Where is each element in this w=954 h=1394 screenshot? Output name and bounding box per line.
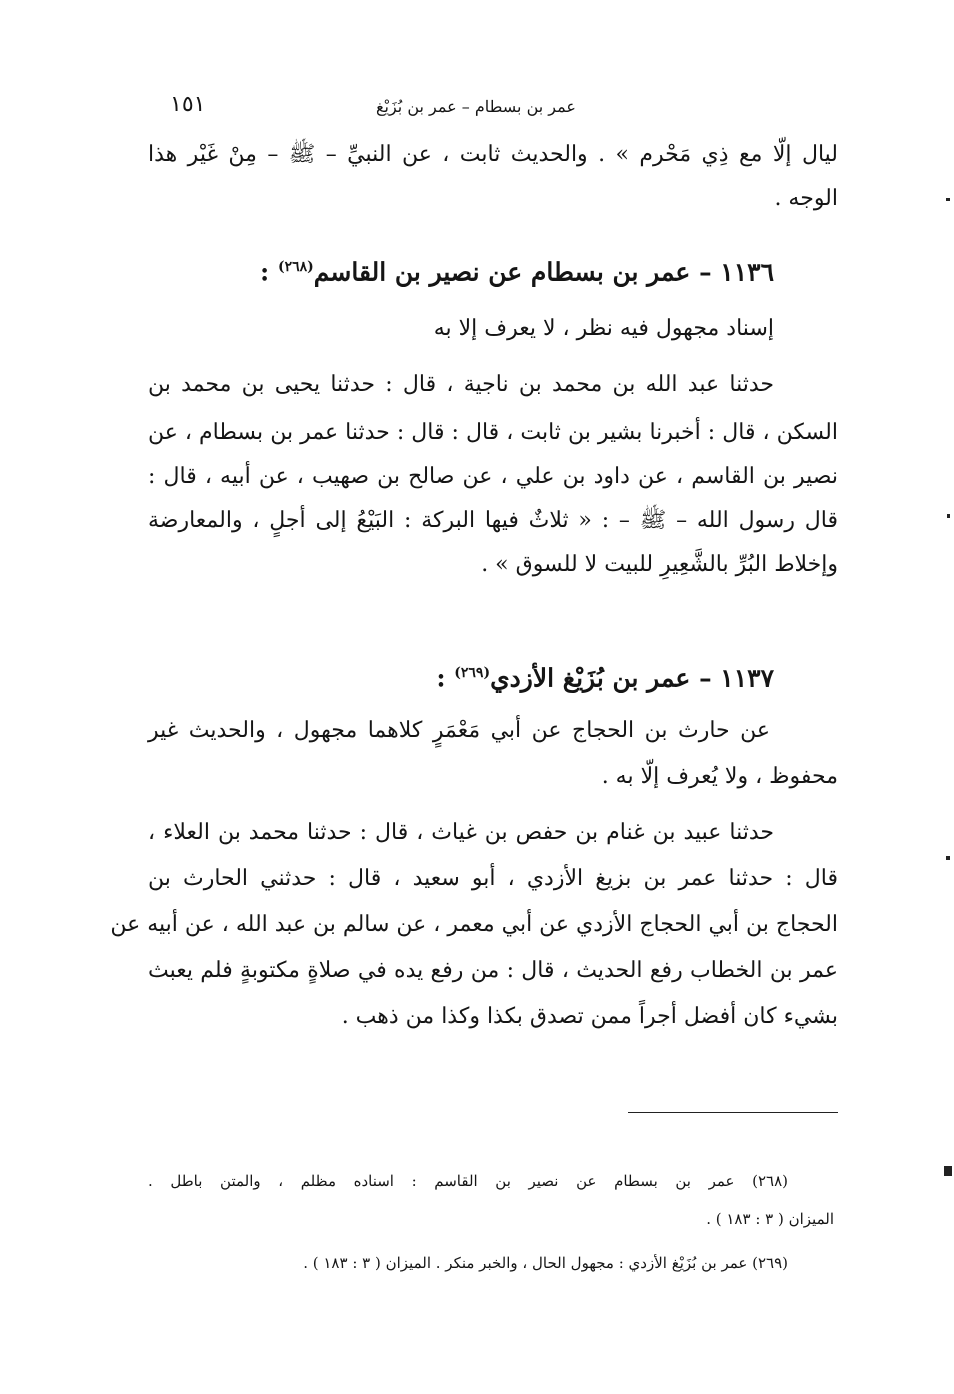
entry-1137-footnote-ref: (٢٦٩) <box>454 665 491 681</box>
entry-1136-heading <box>260 250 774 289</box>
entry-1137-hadith-line-4: عمر بن الخطاب رفع الحديث ، قال : من رفع يده في صلاةٍ مكتوبةٍ فلم يعبث <box>148 958 838 983</box>
entry-1137-remark-line-1: عن حارث بن الحجاج عن أبي مَعْمَرٍ كلاهما مجهول ، والحديث غير <box>148 718 770 743</box>
footnote-separator <box>628 1112 838 1113</box>
entry-1137-hadith-line-2: قال : حدثنا عمر بن بزيغ الأزدي ، أبو سعيد ، قال : حدثني الحارث بن <box>148 866 838 891</box>
entry-1136-number: ١١٣٦ <box>720 257 774 287</box>
entry-1137-dash: – <box>699 663 712 693</box>
entry-1136-footnote-ref: (٢٦٨) <box>277 259 314 275</box>
entry-1136-hadith-line-1: حدثنا عبد الله بن محمد بن ناجية ، قال : حدثنا يحيى بن محمد بن <box>148 372 774 397</box>
entry-1137-heading <box>436 656 774 695</box>
scan-edge-mark <box>946 856 950 860</box>
entry-1136-title: عمر بن بسطام عن نصير بن القاسم <box>313 257 691 287</box>
entry-1136-hadith-line-3: نصير بن القاسم ، عن داود بن علي ، عن صالح بن صهيب ، عن أبيه ، قال : <box>148 464 838 489</box>
footnote-269: (٢٦٩) عمر بن بُزَيْغ الأزدي : مجهول الحال ، والخبر منكر . الميزان ( ٣ : ١٨٣ ) . <box>303 1254 788 1272</box>
entry-1136-remark: إسناد مجهول فيه نظر ، لا يعرف إلا به <box>433 316 774 341</box>
entry-1136-dash: – <box>699 257 712 287</box>
entry-1136-colon: : <box>260 257 270 287</box>
entry-1136-hadith-line-5: وإخلاط البُرِّ بالشَّعِيرِ للبيت لا للسوق » . <box>481 552 838 577</box>
entry-1136-hadith-line-2: السكن ، قال : أخبرنا بشير بن ثابت ، قال : قال : حدثنا عمر بن بسطام ، عن <box>148 420 838 445</box>
continuation-line-2: الوجه . <box>774 186 838 211</box>
entry-1137-colon: : <box>436 663 446 693</box>
entry-1137-title: عمر بن بُزَيْغ الأزدي <box>490 663 691 693</box>
footnote-268-line-1: (٢٦٨) عمر بن بسطام عن نصير بن القاسم : اسناده مظلم ، والمتن باطل . <box>148 1172 788 1190</box>
scan-edge-mark <box>944 1166 952 1176</box>
entry-1137-remark-line-2: محفوظ ، ولا يُعرف إلّا به . <box>601 764 838 789</box>
footnote-268-line-2: الميزان ( ٣ : ١٨٣ ) . <box>706 1210 834 1228</box>
scan-edge-mark <box>946 198 950 201</box>
scan-edge-mark <box>947 514 950 518</box>
entry-1137-number: ١١٣٧ <box>720 663 774 693</box>
entry-1136-hadith-line-4: قال رسول الله – ﷺ – : « ثلاثٌ فيها البركة : البَيْعُ إلى أجلٍ ، والمعارضة <box>148 508 838 533</box>
continuation-line-1: ليال إلّا مع ذِي مَحْرم » . والحديث ثابت ، عن النبيِّ – ﷺ – مِنْ غَيْر هذا <box>148 142 838 167</box>
entry-1137-hadith-line-3: الحجاج بن أبي الحجاج الأزدي عن أبي معمر ، عن سالم بن عبد الله ، عن أبيه عن <box>110 912 838 937</box>
entry-1137-hadith-line-5: بشيء كان أفضل أجراً ممن تصدق بكذا وكذا من ذهب . <box>341 1004 838 1029</box>
running-title: عمر بن بسطام – عمر بن بُزَيْغ <box>376 97 576 116</box>
page-number: ١٥١ <box>170 92 206 117</box>
entry-1137-hadith-line-1: حدثنا عبيد بن غنام بن حفص بن غياث ، قال : حدثنا محمد بن العلاء ، <box>148 820 774 845</box>
